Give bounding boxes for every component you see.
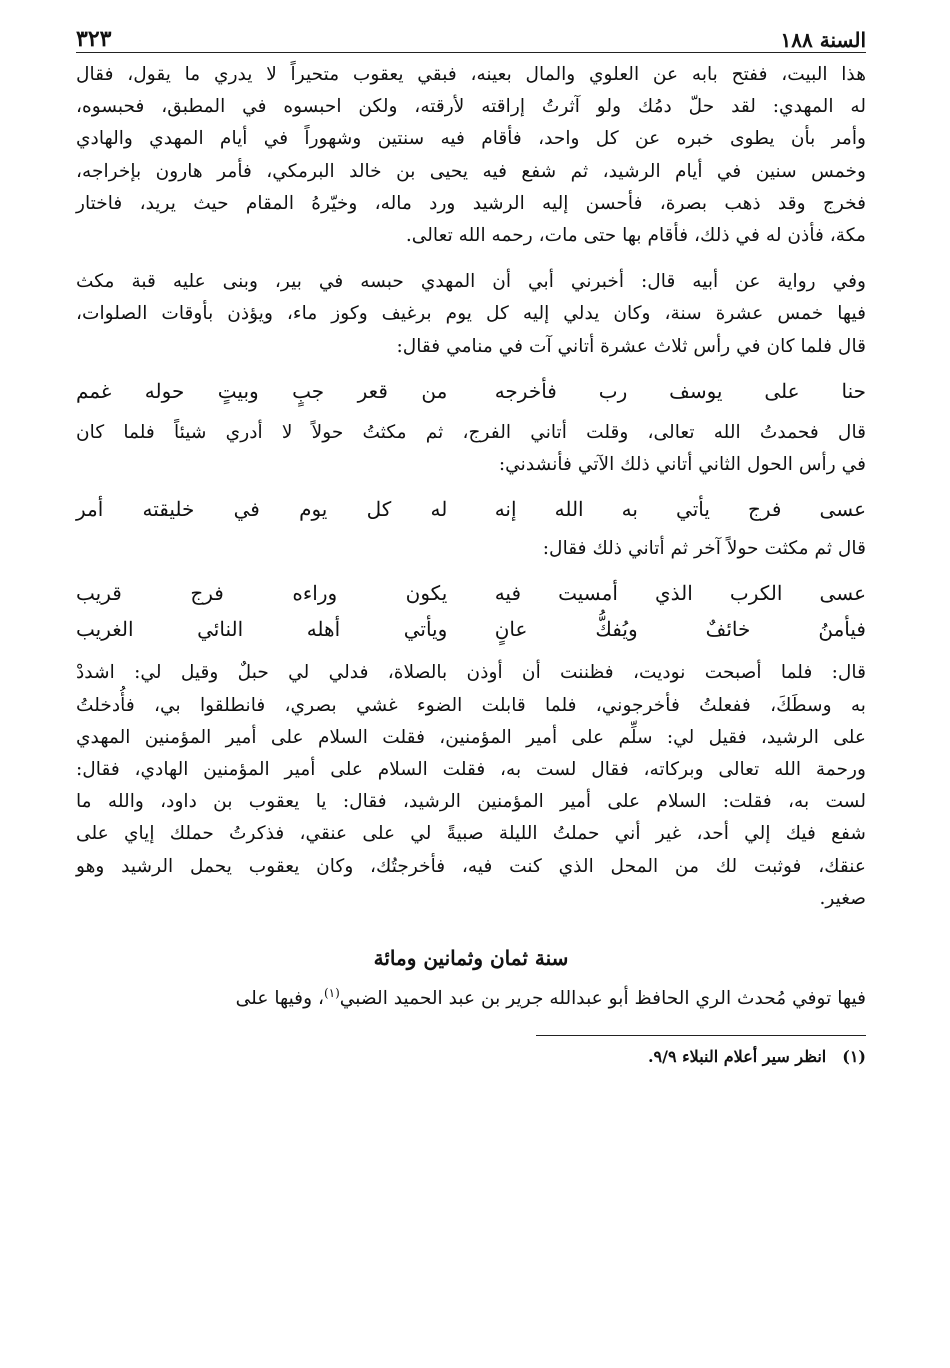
poem-verse (76, 611, 866, 647)
text-segment: فيها توفي مُحدث الري الحافظ أبو عبدالله جرير بن عبد الحميد الضبي (339, 988, 866, 1010)
paragraph-5 (76, 657, 866, 915)
page-number: ٣٢٣ (76, 26, 112, 52)
text-line: قال: فلما أصبحت نوديت، فظننت أن أوذن بالصلاة، فدلي لي حبلٌ وقيل لي: اشددْ (76, 662, 866, 684)
running-title: السنة ١٨٨ (780, 28, 866, 52)
text-line: وفي رواية عن أبيه قال: أخبرني أبي أن المهدي حبسه في بير، وبنى عليه قبة مكث (76, 271, 866, 293)
verse-second-hemistich: من قعر جبٍ وبيتٍ حوله غمم (76, 378, 448, 403)
paragraph-2 (76, 266, 866, 363)
text-line: قال فحمدتُ الله تعالى، وقلت أتاني الفرج، ثم مكثتُ حولاً لا أدري شيئاً فلما كان (76, 421, 866, 443)
footnote-marker[interactable]: (١) (323, 985, 340, 1000)
footnote (76, 1044, 866, 1070)
section-heading: سنة ثمان وثمانين ومائة (373, 946, 569, 971)
paragraph-3 (76, 417, 866, 481)
text-line: لست به، فقلت: السلام على أمير المؤمنين الرشيد، فقال: يا يعقوب بن داود، والله ما (76, 791, 866, 813)
text-line: صغير. (819, 887, 866, 909)
text-line: به وسطَكَ، ففعلتُ فأخرجوني، فلما قابلت الضوء غشي بصري، فانطلقوا بي، فأُدخلتُ (76, 694, 866, 716)
verse-first-hemistich: فيأمنُ خائفٌ ويُفكُّ عانٍ (494, 617, 866, 642)
verse-second-hemistich: يكون وراءه فرج قريب (76, 581, 448, 606)
footnote-number: (١) (842, 1047, 866, 1067)
text-line: على الرشيد، فقيل لي: سلِّم على أمير المؤمنين، فقلت السلام على أمير المؤمنين المهدي (76, 726, 866, 748)
book-page (76, 22, 866, 1070)
text-line: قال ثم مكثت حولاً آخر ثم أتاني ذلك فقال: (542, 538, 866, 560)
poem-verse (76, 491, 866, 527)
text-line: وأمر بأن يطوى خبره عن كل واحد، فأقام فيه سنتين وشهوراً في أيام المهدي والهادي (76, 128, 866, 150)
paragraph-4 (76, 533, 866, 565)
poem-verse (76, 575, 866, 611)
text-segment: ، وفيها على (235, 988, 324, 1010)
paragraph-6 (76, 983, 866, 1015)
text-line: ورحمة الله تعالى وبركاته، فقال لست به، فقلت السلام على أمير المؤمنين الهادي، فقال: (76, 759, 866, 781)
text-line: في رأس الحول الثاني أتاني ذلك الآتي فأنشدني: (498, 454, 866, 476)
text-line: فيها خمس عشرة سنة، وكان يدلي إليه كل يوم برغيف وكوز ماء، ويؤذن بأوقات الصلوات، (76, 303, 866, 325)
verse-second-hemistich: له كل يوم في خليقته أمر (76, 497, 448, 522)
text-line: له المهدي: لقد حلّ دمُك ولو آثرتُ إراقته لأرقته، ولكن احبسوه في المطبق، فحبسوه، (76, 96, 866, 118)
verse-second-hemistich: ويأتي أهله النائي الغريب (76, 617, 448, 642)
text-line: قال فلما كان في رأس ثلاث عشرة أتاني آت في منامي فقال: (396, 335, 866, 357)
text-line: عنقك، فوثبت لك من المحل الذي كنت فيه، فأخرجتُك، وكان يعقوب يحمل الرشيد وهو (76, 855, 866, 877)
text-line: هذا البيت، ففتح بابه عن العلوي والمال بعينه، فبقي يعقوب متحيراً لا يدري ما يقول، فقال (76, 64, 866, 85)
verse-first-hemistich: عسى فرج يأتي به الله إنه (494, 497, 866, 522)
text-line: شفع فيك إلي أحد، غير أني حملتُ الليلة صبيةً لي على عنقي، فذكرتُ حملك إياي على (76, 823, 866, 845)
poem-verse (76, 373, 866, 409)
text-line: مكة، فأذن له في ذلك، فأقام بها حتى مات، رحمه الله تعالى. (405, 225, 866, 247)
text-line: وخمس سنين في أيام الرشيد، ثم شفع فيه يحيى بن خالد البرمكي، فأمر هارون بإخراجه، (76, 160, 866, 182)
footnote-divider (536, 1035, 866, 1036)
text-line: فخرج وقد ذهب بصرة، فأحسن إليه الرشيد ورد ماله، وخيّرهُ المقام حيث يريد، فاختار (76, 192, 866, 214)
text-line (76, 983, 866, 1015)
footnote-text: انظر سير أعلام النبلاء ٩/٩. (647, 1047, 827, 1067)
verse-first-hemistich: عسى الكرب الذي أمسيت فيه (494, 581, 866, 606)
verse-first-hemistich: حنا على يوسف رب فأخرجه (494, 378, 866, 403)
paragraph-1 (76, 59, 866, 252)
page-header (76, 22, 866, 53)
